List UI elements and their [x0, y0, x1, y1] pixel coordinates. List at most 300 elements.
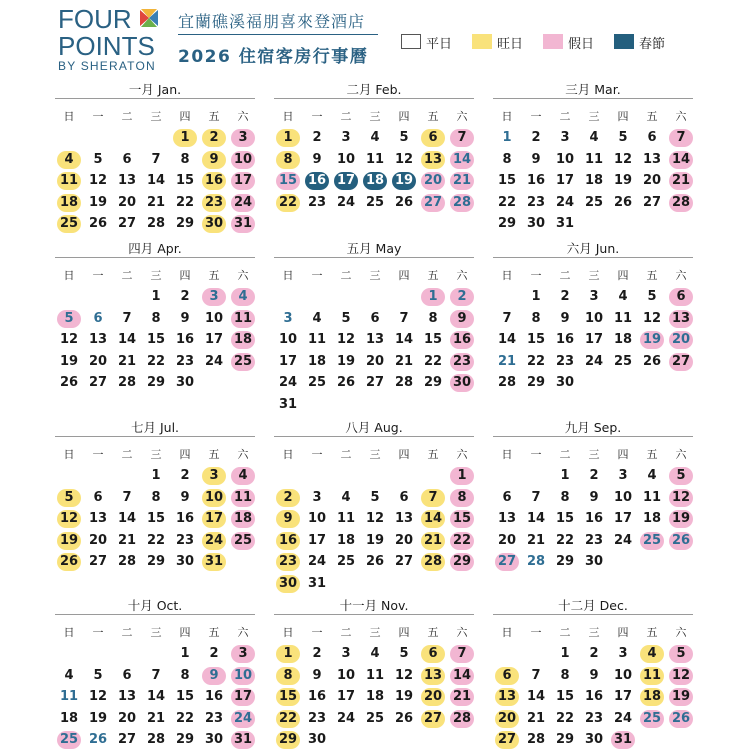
weekday-label: 五 — [646, 448, 658, 461]
calendar-day: 1 — [502, 130, 512, 145]
calendar-day: 9 — [589, 489, 599, 505]
calendar-day: 18 — [363, 172, 387, 190]
weekday-label: 四 — [398, 626, 410, 639]
calendar-day: 10 — [336, 667, 356, 683]
calendar-day: 19 — [669, 510, 693, 528]
calendar-day: 4 — [57, 151, 81, 169]
calendar-day: 18 — [613, 332, 633, 348]
weekday-label: 四 — [617, 269, 629, 282]
calendar-day: 20 — [497, 532, 517, 548]
calendar-day: 17 — [584, 332, 604, 348]
calendar-day: 7 — [450, 645, 474, 663]
weekday-label: 二 — [340, 110, 352, 123]
month-divider — [274, 257, 474, 258]
weekday-label: 四 — [398, 110, 410, 123]
calendar-day: 1 — [531, 289, 541, 304]
calendar-day: 21 — [450, 688, 474, 706]
header — [0, 0, 750, 78]
calendar-day: 1 — [276, 129, 300, 147]
calendar-day: 23 — [175, 532, 195, 548]
calendar-day: 24 — [555, 194, 575, 210]
weekday-label: 五 — [208, 110, 220, 123]
calendar-day: 5 — [618, 130, 628, 145]
calendar-day: 16 — [204, 689, 224, 705]
calendar-day: 29 — [497, 216, 517, 232]
calendar-day: 3 — [231, 129, 255, 147]
calendar-day: 25 — [584, 194, 604, 210]
calendar-day: 28 — [117, 554, 137, 570]
calendar-day: 16 — [526, 173, 546, 189]
weekday-label: 二 — [121, 626, 133, 639]
calendar-day: 20 — [88, 532, 108, 548]
weekday-label: 五 — [646, 269, 658, 282]
calendar-day: 16 — [584, 511, 604, 527]
calendar-day: 31 — [231, 215, 255, 233]
calendar-day: 18 — [231, 331, 255, 349]
calendar-day: 28 — [450, 710, 474, 728]
calendar-day: 15 — [175, 173, 195, 189]
calendar-day: 6 — [93, 310, 103, 326]
month-divider — [493, 614, 693, 615]
calendar-day: 4 — [647, 468, 657, 483]
weekday-label: 日 — [282, 626, 294, 639]
calendar-day: 9 — [560, 310, 570, 326]
month-divider — [55, 98, 255, 99]
calendar-day: 26 — [613, 194, 633, 210]
calendar-day: 5 — [93, 151, 103, 167]
calendar-day: 30 — [276, 575, 300, 593]
calendar-day: 13 — [117, 173, 137, 189]
weekday-label: 日 — [282, 269, 294, 282]
calendar-day: 17 — [204, 332, 224, 348]
calendar-day: 21 — [526, 532, 546, 548]
month-divider — [274, 614, 474, 615]
calendar-day: 21 — [497, 353, 517, 369]
weekday-label: 三 — [150, 626, 162, 639]
calendar-day: 13 — [642, 151, 662, 167]
legend-swatch — [614, 34, 634, 49]
month-title: 一月 Jan. — [128, 82, 182, 97]
calendar-day: 15 — [175, 689, 195, 705]
calendar-day: 12 — [88, 689, 108, 705]
calendar-day: 3 — [341, 646, 351, 661]
weekday-label: 五 — [427, 626, 439, 639]
month-divider — [493, 98, 693, 99]
calendar-day: 6 — [122, 151, 132, 167]
weekday-label: 一 — [311, 110, 323, 123]
calendar-day: 21 — [146, 194, 166, 210]
month-title: 九月 Sep. — [564, 420, 622, 435]
calendar-day: 19 — [57, 532, 81, 550]
calendar-day: 11 — [640, 667, 664, 685]
calendar-day: 26 — [394, 194, 414, 210]
legend-label: 假日 — [568, 37, 595, 52]
month-title: 四月 Apr. — [128, 241, 182, 256]
calendar-day: 8 — [560, 667, 570, 683]
calendar-day: 12 — [336, 332, 356, 348]
calendar-day: 3 — [202, 467, 226, 485]
calendar-day: 9 — [531, 151, 541, 167]
weekday-label: 一 — [92, 626, 104, 639]
calendar-day: 24 — [231, 194, 255, 212]
calendar-day: 15 — [497, 173, 517, 189]
weekday-label: 三 — [150, 448, 162, 461]
weekday-label: 一 — [92, 110, 104, 123]
calendar-day: 3 — [341, 130, 351, 145]
weekday-label: 四 — [617, 448, 629, 461]
calendar-day: 6 — [421, 645, 445, 663]
calendar-day: 25 — [365, 194, 385, 210]
weekday-label: 六 — [456, 110, 468, 123]
calendar-day: 16 — [175, 511, 195, 527]
calendar-day: 9 — [589, 667, 599, 683]
calendar-day: 9 — [180, 310, 190, 326]
calendar-day: 31 — [231, 731, 255, 749]
calendar-day: 26 — [394, 710, 414, 726]
calendar-day: 22 — [276, 710, 300, 728]
calendar-day: 23 — [584, 532, 604, 548]
calendar-day: 12 — [394, 667, 414, 683]
calendar-day: 23 — [555, 353, 575, 369]
weekday-label: 日 — [63, 269, 75, 282]
calendar-day: 30 — [204, 732, 224, 748]
calendar-day: 10 — [202, 489, 226, 507]
calendar-day: 15 — [555, 511, 575, 527]
calendar-day: 21 — [117, 532, 137, 548]
calendar-day: 18 — [231, 510, 255, 528]
calendar-day: 15 — [423, 332, 443, 348]
calendar-day: 27 — [365, 375, 385, 391]
calendar-day: 28 — [146, 732, 166, 748]
calendar-day: 7 — [122, 310, 132, 326]
weekday-label: 一 — [311, 269, 323, 282]
calendar-day: 4 — [231, 467, 255, 485]
calendar-day: 10 — [613, 667, 633, 683]
month-divider — [55, 436, 255, 437]
calendar-day: 14 — [450, 151, 474, 169]
weekday-label: 二 — [559, 626, 571, 639]
calendar-day: 18 — [59, 710, 79, 726]
calendar-day: 20 — [88, 353, 108, 369]
calendar-day: 18 — [642, 511, 662, 527]
calendar-day: 14 — [117, 332, 137, 348]
weekday-label: 日 — [282, 448, 294, 461]
weekday-label: 二 — [121, 448, 133, 461]
calendar-day: 16 — [307, 689, 327, 705]
calendar-day: 11 — [584, 151, 604, 167]
calendar-day: 7 — [399, 310, 409, 326]
weekday-label: 四 — [179, 448, 191, 461]
calendar-day: 1 — [560, 468, 570, 483]
weekday-label: 一 — [530, 110, 542, 123]
calendar-day: 6 — [93, 489, 103, 505]
weekday-label: 六 — [675, 448, 687, 461]
weekday-label: 六 — [456, 626, 468, 639]
calendar-day: 24 — [307, 554, 327, 570]
legend-label: 春節 — [639, 37, 666, 52]
weekday-label: 三 — [369, 626, 381, 639]
calendar-day: 7 — [151, 151, 161, 167]
calendar-day: 8 — [180, 151, 190, 167]
weekday-label: 二 — [340, 448, 352, 461]
calendar-day: 24 — [336, 194, 356, 210]
calendar-day: 14 — [497, 332, 517, 348]
calendar-day: 28 — [421, 553, 445, 571]
weekday-label: 一 — [530, 626, 542, 639]
calendar-day: 25 — [336, 554, 356, 570]
calendar-day: 2 — [589, 646, 599, 661]
calendar-day: 29 — [276, 731, 300, 749]
calendar-day: 4 — [231, 288, 255, 306]
calendar-day: 28 — [146, 216, 166, 232]
calendar-day: 2 — [531, 130, 541, 145]
calendar-day: 8 — [276, 151, 300, 169]
calendar-day: 24 — [613, 532, 633, 548]
calendar-day: 3 — [589, 289, 599, 304]
calendar-day: 23 — [276, 553, 300, 571]
month-divider — [55, 257, 255, 258]
calendar-day: 8 — [428, 310, 438, 326]
calendar-day: 6 — [502, 489, 512, 505]
logo-line-four: FOUR — [58, 4, 132, 34]
calendar-day: 9 — [180, 489, 190, 505]
calendar-day: 29 — [175, 732, 195, 748]
calendar-day: 26 — [642, 353, 662, 369]
calendar-day: 30 — [555, 375, 575, 391]
calendar-day: 30 — [450, 374, 474, 392]
calendar-day: 6 — [421, 129, 445, 147]
calendar-day: 27 — [394, 554, 414, 570]
month-title: 八月 Aug. — [345, 420, 403, 435]
calendar-day: 5 — [57, 489, 81, 507]
calendar-day: 21 — [450, 172, 474, 190]
calendar-day: 3 — [618, 468, 628, 483]
weekday-label: 五 — [208, 448, 220, 461]
calendar-title: 2026 住宿客房行事曆 — [178, 47, 369, 67]
calendar-day: 21 — [669, 172, 693, 190]
calendar-day: 20 — [669, 331, 693, 349]
calendar-day: 7 — [669, 129, 693, 147]
calendar-day: 6 — [495, 667, 519, 685]
calendar-day: 8 — [560, 489, 570, 505]
weekday-label: 五 — [427, 269, 439, 282]
calendar-day: 14 — [146, 689, 166, 705]
calendar-day: 27 — [117, 732, 137, 748]
calendar-day: 17 — [613, 511, 633, 527]
weekday-label: 五 — [208, 626, 220, 639]
calendar-day: 25 — [231, 532, 255, 550]
calendar-day: 4 — [640, 645, 664, 663]
weekday-label: 六 — [237, 269, 249, 282]
month-title: 十月 Oct. — [127, 598, 183, 613]
calendar-day: 8 — [531, 310, 541, 326]
calendar-day: 2 — [312, 646, 322, 661]
calendar-day: 20 — [421, 172, 445, 190]
calendar-day: 5 — [669, 467, 693, 485]
calendar-day: 28 — [450, 194, 474, 212]
month-title: 二月 Feb. — [346, 82, 402, 97]
calendar-day: 27 — [421, 710, 445, 728]
calendar-day: 2 — [180, 468, 190, 483]
calendar-day: 12 — [613, 151, 633, 167]
calendar-day: 23 — [307, 194, 327, 210]
weekday-label: 四 — [179, 626, 191, 639]
calendar-day: 17 — [202, 510, 226, 528]
weekday-label: 一 — [92, 448, 104, 461]
calendar-day: 29 — [555, 732, 575, 748]
weekday-label: 四 — [179, 269, 191, 282]
logo-line-sheraton: BY SHERATON — [58, 59, 156, 73]
calendar-day: 31 — [307, 576, 327, 591]
four-points-logo — [58, 6, 168, 72]
calendar-day: 31 — [202, 553, 226, 571]
calendar-day: 3 — [283, 310, 293, 326]
calendar-day: 9 — [450, 310, 474, 328]
calendar-day: 5 — [93, 667, 103, 683]
calendar-day: 28 — [497, 375, 517, 391]
calendar-day: 7 — [502, 310, 512, 326]
weekday-label: 日 — [63, 110, 75, 123]
calendar-day: 27 — [669, 353, 693, 371]
calendar-day: 28 — [526, 732, 546, 748]
title-divider — [178, 34, 378, 35]
calendar-day: 3 — [202, 288, 226, 306]
calendar-day: 2 — [202, 129, 226, 147]
calendar-day: 18 — [307, 353, 327, 369]
weekday-label: 六 — [675, 626, 687, 639]
weekday-label: 六 — [237, 626, 249, 639]
calendar-day: 2 — [209, 646, 219, 661]
calendar-day: 26 — [336, 375, 356, 391]
weekday-label: 日 — [501, 269, 513, 282]
calendar-day: 10 — [231, 667, 255, 685]
calendar-day: 15 — [276, 688, 300, 706]
calendar-day: 8 — [180, 667, 190, 683]
calendar-day: 19 — [640, 331, 664, 349]
calendar-day: 13 — [421, 667, 445, 685]
calendar-day: 27 — [421, 194, 445, 212]
calendar-day: 19 — [394, 689, 414, 705]
calendar-day: 25 — [640, 710, 664, 728]
calendar-day: 8 — [450, 489, 474, 507]
weekday-label: 六 — [456, 269, 468, 282]
calendar-day: 1 — [421, 288, 445, 306]
weekday-label: 四 — [617, 110, 629, 123]
calendar-day: 12 — [642, 310, 662, 326]
calendar-day: 14 — [394, 332, 414, 348]
calendar-day: 12 — [88, 173, 108, 189]
calendar-day: 6 — [669, 288, 693, 306]
calendar-day: 3 — [560, 130, 570, 145]
calendar-day: 11 — [307, 332, 327, 348]
calendar-day: 26 — [669, 532, 693, 550]
calendar-day: 13 — [421, 151, 445, 169]
weekday-label: 一 — [311, 448, 323, 461]
calendar-day: 15 — [555, 689, 575, 705]
calendar-day: 14 — [526, 511, 546, 527]
calendar-day: 5 — [399, 130, 409, 145]
calendar-day: 23 — [175, 353, 195, 369]
weekday-label: 三 — [588, 110, 600, 123]
calendar-day: 22 — [276, 194, 300, 212]
month-title: 十二月 Dec. — [558, 598, 628, 613]
calendar-day: 22 — [450, 532, 474, 550]
weekday-label: 四 — [179, 110, 191, 123]
calendar-day: 3 — [618, 646, 628, 661]
weekday-label: 二 — [559, 110, 571, 123]
month-divider — [274, 98, 474, 99]
calendar-day: 11 — [613, 310, 633, 326]
month-title: 五月 May — [346, 241, 402, 256]
calendar-day: 14 — [669, 151, 693, 169]
calendar-day: 27 — [88, 554, 108, 570]
calendar-day: 22 — [423, 353, 443, 369]
calendar-day: 1 — [450, 467, 474, 485]
month-divider — [493, 257, 693, 258]
calendar-day: 6 — [647, 130, 657, 145]
calendar-day: 11 — [57, 172, 81, 190]
calendar-day: 30 — [175, 375, 195, 391]
calendar-day: 2 — [450, 288, 474, 306]
calendar-day: 27 — [117, 216, 137, 232]
calendar-day: 23 — [204, 710, 224, 726]
calendar-day: 21 — [146, 710, 166, 726]
month-title: 三月 Mar. — [565, 82, 621, 97]
calendar-day: 22 — [175, 194, 195, 210]
weekday-label: 一 — [530, 269, 542, 282]
calendar-day: 15 — [276, 172, 300, 190]
calendar-day: 13 — [365, 332, 385, 348]
weekday-label: 三 — [150, 110, 162, 123]
calendar-day: 7 — [531, 667, 541, 683]
calendar-day: 19 — [669, 688, 693, 706]
calendar-day: 11 — [231, 489, 255, 507]
calendar-day: 17 — [336, 689, 356, 705]
weekday-label: 日 — [63, 448, 75, 461]
calendar-day: 7 — [421, 489, 445, 507]
calendar-day: 5 — [57, 310, 81, 328]
weekday-label: 二 — [559, 269, 571, 282]
calendar-day: 10 — [336, 151, 356, 167]
calendar-day: 13 — [88, 332, 108, 348]
calendar-day: 18 — [57, 194, 81, 212]
calendar-day: 15 — [526, 332, 546, 348]
calendar-day: 19 — [88, 194, 108, 210]
month-divider — [493, 436, 693, 437]
calendar-day: 24 — [613, 710, 633, 726]
weekday-label: 四 — [398, 448, 410, 461]
weekday-label: 日 — [501, 110, 513, 123]
calendar-day: 10 — [584, 310, 604, 326]
calendar-day: 31 — [611, 731, 635, 749]
calendar-day: 22 — [555, 532, 575, 548]
calendar-day: 16 — [175, 332, 195, 348]
calendar-day: 24 — [204, 353, 224, 369]
calendar-day: 6 — [399, 489, 409, 505]
calendar-day: 17 — [231, 172, 255, 190]
calendar-day: 9 — [202, 151, 226, 169]
calendar-day: 14 — [526, 689, 546, 705]
month-divider — [274, 436, 474, 437]
calendar-day: 16 — [305, 172, 329, 190]
legend-label: 平日 — [426, 37, 453, 52]
legend-swatch — [472, 34, 492, 49]
calendar-day: 24 — [231, 710, 255, 728]
weekday-label: 六 — [237, 110, 249, 123]
calendar-day: 1 — [560, 646, 570, 661]
month-title: 十一月 Nov. — [339, 598, 409, 613]
weekday-label: 六 — [237, 448, 249, 461]
